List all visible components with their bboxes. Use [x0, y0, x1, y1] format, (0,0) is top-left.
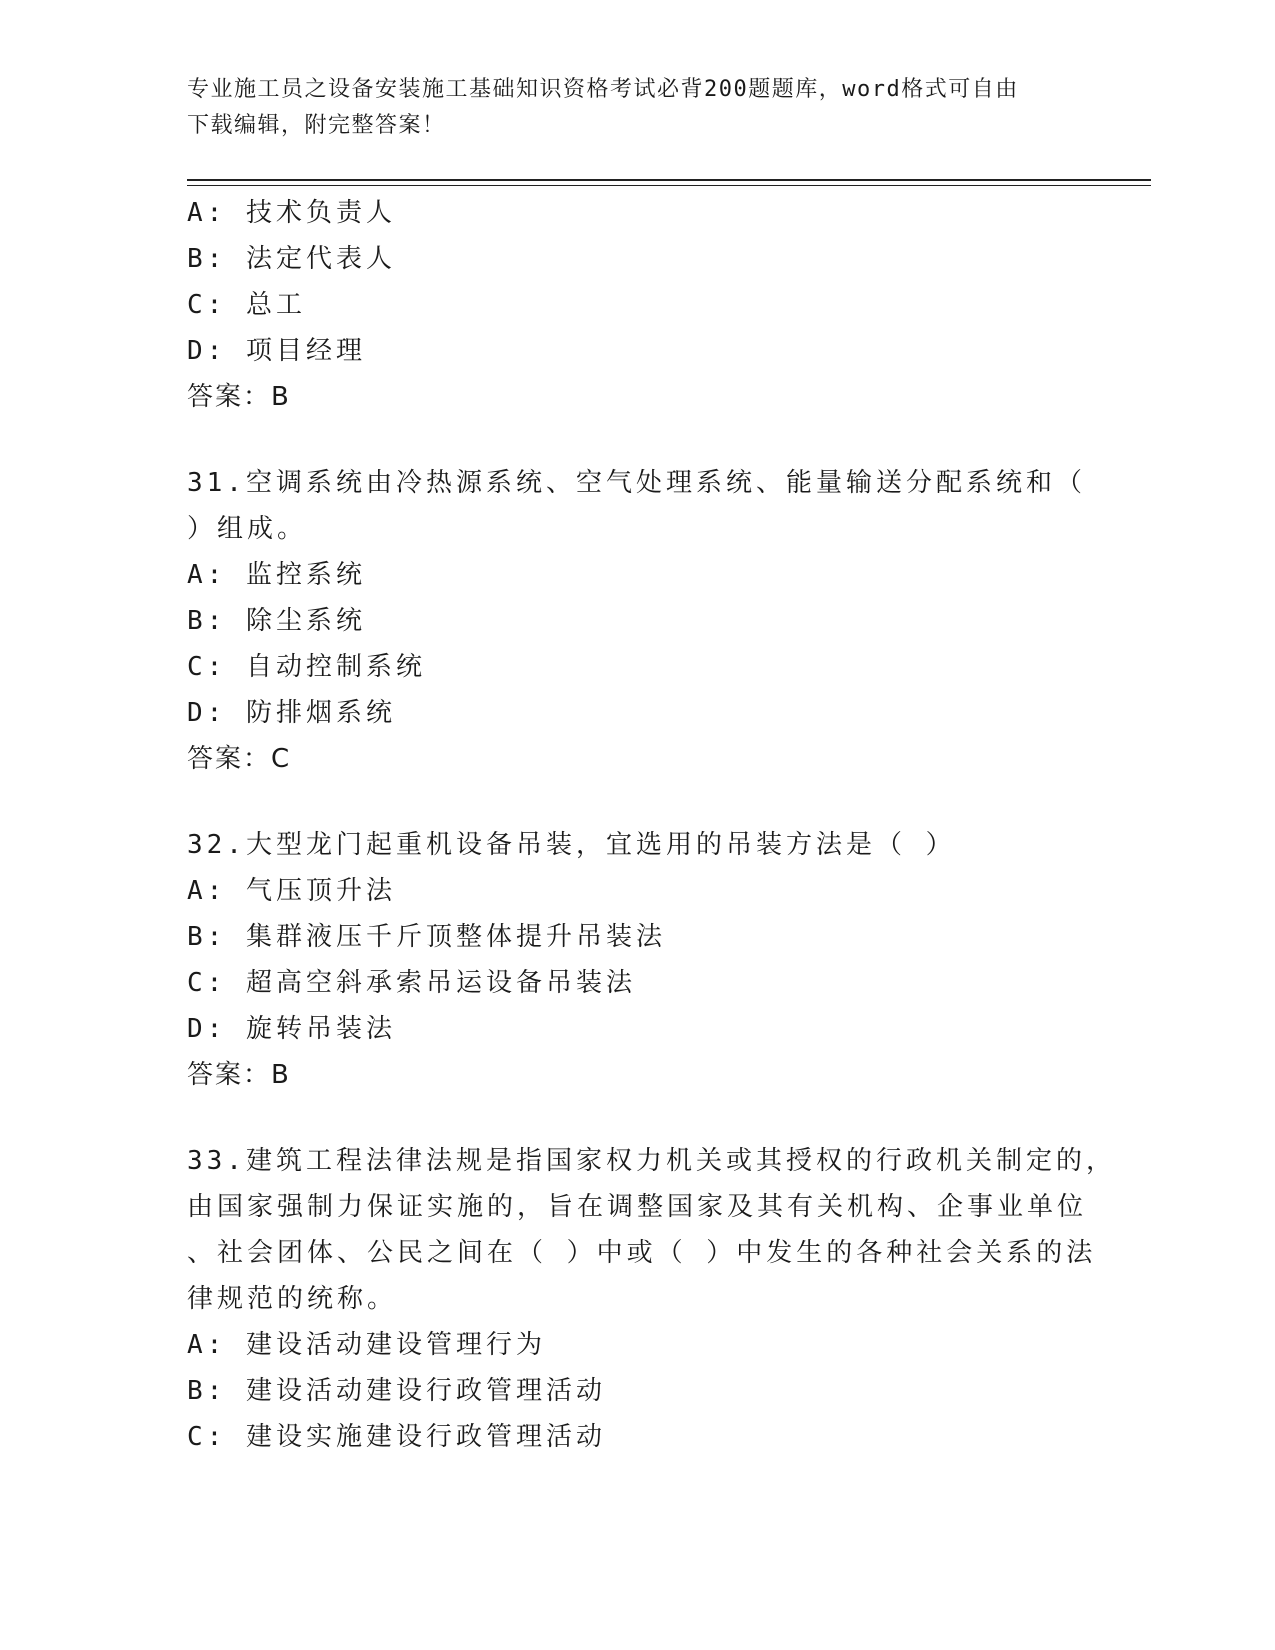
question-stem: 、社会团体、公民之间在（ ）中或（ ）中发生的各种社会关系的法	[187, 1238, 1097, 1268]
spacer	[187, 782, 1087, 822]
option-d: D: 防排烟系统	[187, 698, 396, 728]
answer: 答案：C	[187, 744, 292, 774]
question-33	[187, 1138, 1116, 1460]
option-b: B: 建设活动建设行政管理活动	[187, 1376, 606, 1406]
option-d: D: 旋转吊装法	[187, 1014, 396, 1044]
option-a: A: 气压顶升法	[187, 876, 396, 906]
option-c: C: 超高空斜承索吊运设备吊装法	[187, 968, 636, 998]
question-stem: 律规范的统称。	[187, 1284, 398, 1314]
option-b: B: 集群液压千斤顶整体提升吊装法	[187, 922, 666, 952]
question-stem: 32.大型龙门起重机设备吊装，宜选用的吊装方法是（ ）	[187, 830, 956, 860]
question-stem: 由国家强制力保证实施的，旨在调整国家及其有关机构、企事业单位	[187, 1192, 1088, 1222]
question-stem: 31.空调系统由冷热源系统、空气处理系统、能量输送分配系统和（	[187, 468, 1086, 498]
question-stem: 33.建筑工程法律法规是指国家权力机关或其授权的行政机关制定的，	[187, 1146, 1116, 1176]
option-d: D: 项目经理	[187, 336, 366, 366]
question-31	[187, 460, 1087, 782]
spacer	[187, 1098, 1087, 1138]
question-content	[187, 190, 1116, 1460]
document-header	[187, 72, 1067, 144]
option-c: C: 总工	[187, 290, 306, 320]
answer: 答案：B	[187, 382, 291, 412]
header-line-1: 专业施工员之设备安装施工基础知识资格考试必背200题题库，word格式可自由	[187, 77, 1019, 102]
option-a: A: 技术负责人	[187, 198, 396, 228]
header-line-2: 下载编辑，附完整答案！	[187, 113, 446, 138]
question-30	[187, 190, 1087, 420]
option-b: B: 除尘系统	[187, 606, 366, 636]
header-rule-thin	[187, 185, 1151, 186]
option-c: C: 建设实施建设行政管理活动	[187, 1422, 606, 1452]
header-rule-thick	[187, 179, 1151, 181]
option-a: A: 监控系统	[187, 560, 366, 590]
option-b: B: 法定代表人	[187, 244, 396, 274]
answer: 答案：B	[187, 1060, 291, 1090]
spacer	[187, 420, 1087, 460]
option-c: C: 自动控制系统	[187, 652, 426, 682]
option-a: A: 建设活动建设管理行为	[187, 1330, 546, 1360]
question-stem: ）组成。	[187, 514, 308, 544]
question-32	[187, 822, 1087, 1098]
